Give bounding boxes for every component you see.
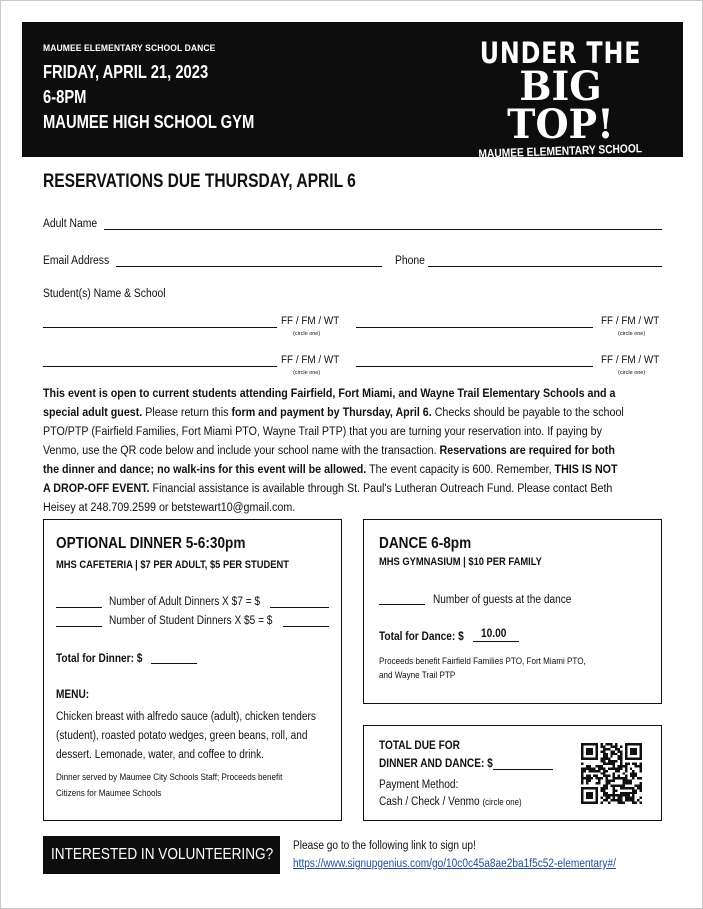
school-options-2[interactable]: FF / FM / WT	[601, 315, 660, 327]
menu-label: MENU:	[56, 689, 90, 701]
total-due-label-1: TOTAL DUE FOR	[379, 740, 460, 752]
circle-one-note: (circle one)	[618, 331, 646, 337]
dance-proceeds-1: Proceeds benefit Fairfield Families PTO, Fort Miami PTO,	[379, 656, 586, 666]
student-field-2[interactable]	[356, 327, 593, 328]
circle-one-note: (circle one)	[618, 370, 646, 376]
under-the-big-top-logo	[458, 38, 663, 172]
logo-line-1: UNDER THE	[479, 36, 642, 70]
venmo-qr-code[interactable]	[581, 743, 642, 804]
dance-guests-label: Number of guests at the dance	[433, 594, 572, 606]
dinner-footnote-1: Dinner served by Maumee City Schools Staff; Proceeds benefit	[56, 772, 283, 782]
dance-title: DANCE 6-8pm	[379, 535, 472, 552]
total-due-label-2: DINNER AND DANCE: $	[379, 758, 493, 770]
school-options-4[interactable]: FF / FM / WT	[601, 354, 660, 366]
event-time: 6-8PM	[43, 87, 87, 107]
adult-name-label: Adult Name	[43, 218, 98, 230]
student-field-1[interactable]	[43, 327, 277, 328]
event-date: FRIDAY, APRIL 21, 2023	[43, 62, 209, 82]
dance-total-label: Total for Dance: $	[379, 631, 464, 643]
phone-label: Phone	[395, 255, 425, 267]
volunteer-banner-text: INTERESTED IN VOLUNTEERING?	[51, 846, 274, 863]
adult-dinners-count-field[interactable]	[56, 607, 102, 608]
dance-total-value: 10.00	[481, 628, 507, 640]
event-info-paragraph: This event is open to current students attending Fairfield, Fort Miami, and Wayne Trail Elementary Schools and a special adult guest. Please return this form and payment by Thursday, April 6. Checks should be payable to the school PTO/PTP (Fairfield Families, Fort Miami PTO, Wayne Trail PTP) that you are turning your reservation into. If paying by Venmo, use the QR code below and include your school name with the transaction. Reservations are required for both the dinner and dance; no walk-ins for this event will be allowed. The event capacity is 600. Remember, THIS IS NOT A DROP-OFF EVENT. Financial assistance is available through St. Paul's Lutheran Outreach Fund. Please contact Beth Heisey at 248.709.2599 or betstewart10@gmail.com.	[43, 388, 624, 514]
email-label: Email Address	[43, 255, 110, 267]
school-options-1[interactable]: FF / FM / WT	[281, 315, 340, 327]
student-dinners-count-field[interactable]	[56, 626, 102, 627]
adult-name-field[interactable]	[104, 229, 662, 230]
event-location: MAUMEE HIGH SCHOOL GYM	[43, 112, 255, 132]
dance-proceeds-2: and Wayne Trail PTP	[379, 670, 456, 680]
dinner-total-field[interactable]	[151, 663, 197, 664]
header-small-title: MAUMEE ELEMENTARY SCHOOL DANCE	[43, 43, 216, 54]
signup-link[interactable]: https://www.signupgenius.com/go/10c0c45a8ae2ba1f5c52-elementary#/	[293, 858, 616, 870]
volunteer-prompt: Please go to the following link to sign up!	[293, 840, 476, 852]
circle-one-note: (circle one)	[293, 370, 321, 376]
students-label: Student(s) Name & School	[43, 288, 166, 300]
adult-dinners-label: Number of Adult Dinners X $7 = $	[109, 596, 261, 608]
student-field-3[interactable]	[43, 366, 277, 367]
payment-method-label: Payment Method:	[379, 779, 459, 791]
student-dinners-amount-field[interactable]	[283, 626, 329, 627]
phone-field[interactable]	[428, 266, 662, 267]
email-field[interactable]	[116, 266, 382, 267]
dance-guests-field[interactable]	[379, 604, 425, 605]
total-due-field[interactable]	[493, 769, 553, 770]
dance-subtitle: MHS GYMNASIUM | $10 PER FAMILY	[379, 556, 542, 568]
circle-one-note: (circle one)	[293, 331, 321, 337]
logo-line-3: MAUMEE ELEMENTARY SCHOOL DANCE	[478, 141, 643, 173]
header-banner	[22, 22, 683, 173]
dinner-title: OPTIONAL DINNER 5-6:30pm	[56, 535, 246, 552]
dinner-subtitle: MHS CAFETERIA | $7 PER ADULT, $5 PER STUDENT	[56, 559, 289, 571]
adult-dinners-amount-field[interactable]	[270, 607, 329, 608]
dinner-total-label: Total for Dinner: $	[56, 653, 143, 665]
student-field-4[interactable]	[356, 366, 593, 367]
menu-text: Chicken breast with alfredo sauce (adult), chicken tenders (student), roasted potato wedges, green beans, roll, and dessert. Lemonade, water, and coffee to drink.	[56, 711, 316, 761]
dinner-footnote-2: Citizens for Maumee Schools	[56, 788, 162, 798]
reservations-title: RESERVATIONS DUE THURSDAY, APRIL 6	[43, 171, 356, 192]
school-options-3[interactable]: FF / FM / WT	[281, 354, 340, 366]
student-dinners-label: Number of Student Dinners X $5 = $	[109, 615, 273, 627]
volunteer-banner	[43, 836, 280, 874]
logo-line-2: BIG TOP!	[507, 63, 614, 148]
dance-total-field[interactable]	[473, 641, 519, 642]
payment-options[interactable]: Cash / Check / Venmo (circle one)	[379, 796, 522, 808]
